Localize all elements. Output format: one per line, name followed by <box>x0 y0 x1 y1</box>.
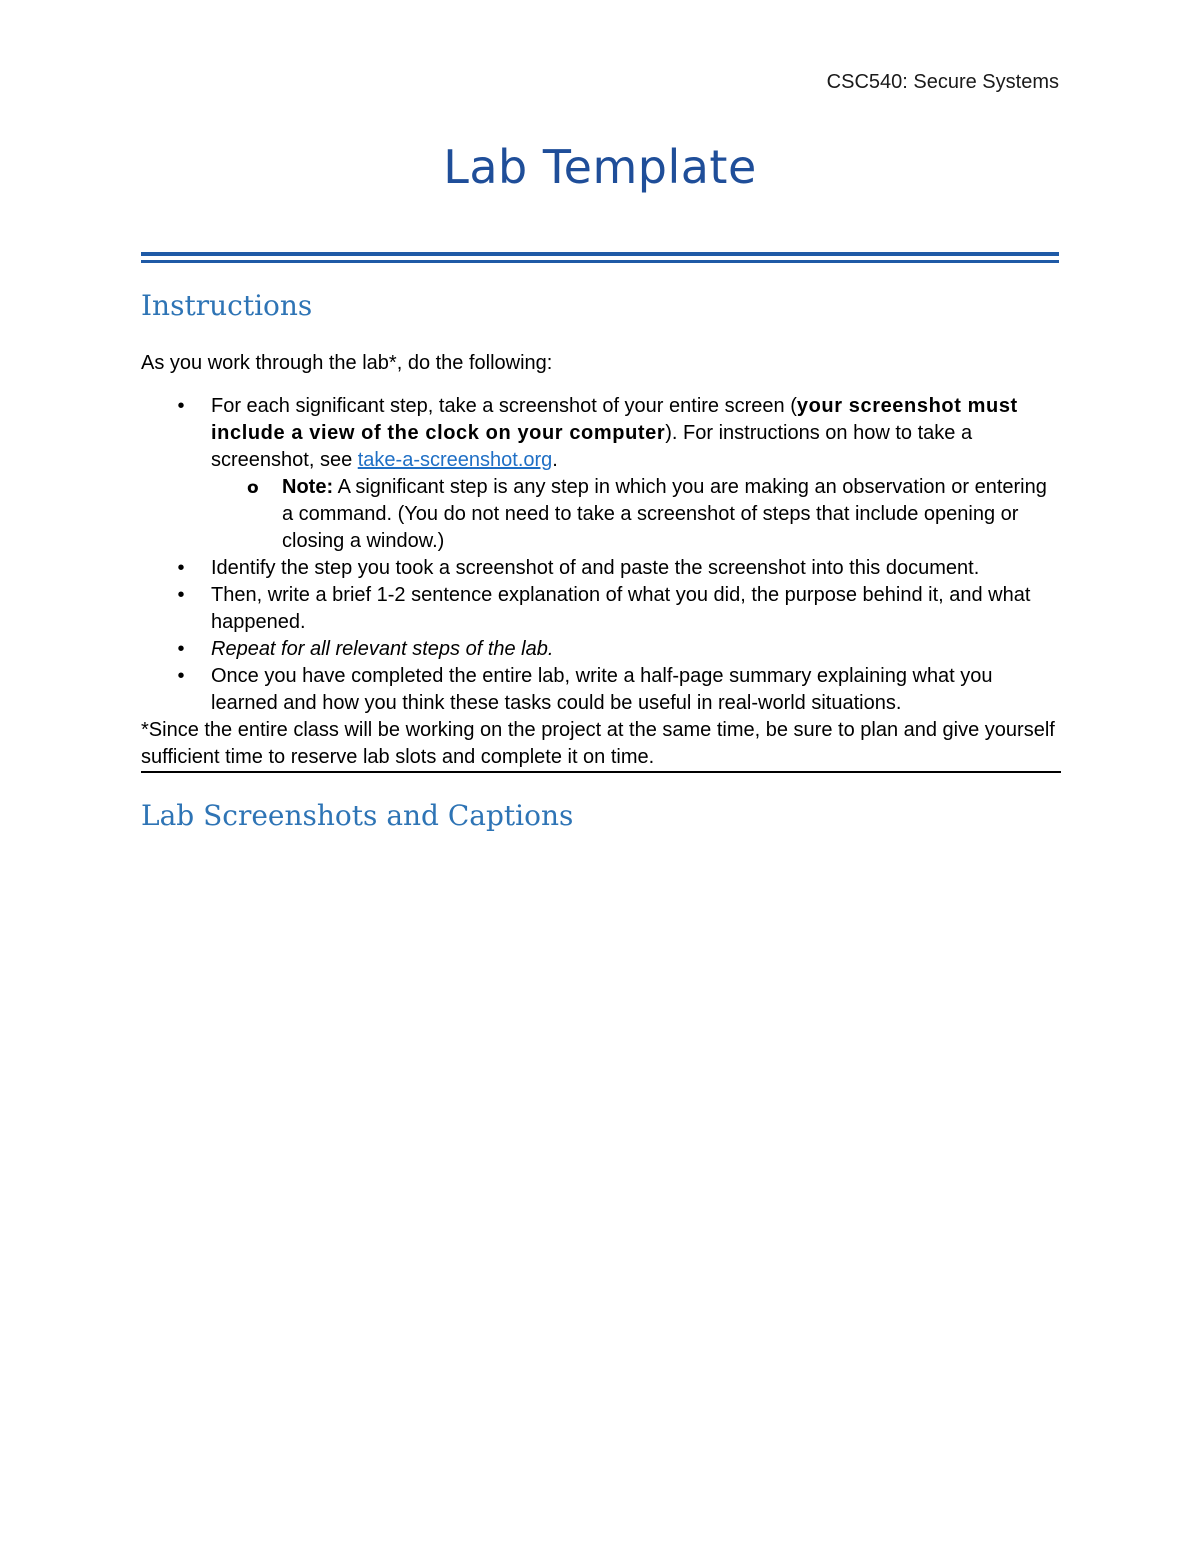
instructions-heading: Instructions <box>141 289 313 322</box>
bullet2-text: Identify the step you took a screenshot of and paste the screenshot into this document. <box>211 557 980 579</box>
screenshot-help-link[interactable]: take-a-screenshot.org <box>357 449 553 471</box>
bullet3-text: Then, write a brief 1-2 sentence explanation of what you did, the purpose behind it, and what happened. <box>211 584 1031 633</box>
bullet1-text-c: . <box>552 449 558 471</box>
sub-bullet-icon: o <box>247 478 259 498</box>
sub-list <box>211 474 1061 555</box>
bullet-icon: • <box>177 638 185 660</box>
instructions-intro: As you work through the lab*, do the following: <box>141 352 553 374</box>
footnote: *Since the entire class will be working on the project at the same time, be sure to plan and give yourself sufficient time to reserve lab slots and complete it on time. <box>141 719 1055 768</box>
bullet5-text: Once you have completed the entire lab, write a half-page summary explaining what you learned and how you think these tasks could be useful in real-world situations. <box>211 665 993 714</box>
bullet-icon: • <box>177 395 185 417</box>
bullet1-bold-text: your screenshot must include a view of the clock on your computer <box>211 395 1018 444</box>
note-text: A significant step is any step in which you are making an observation or entering a command. (You do not need to take a screenshot of steps that include opening or closing a window.) <box>282 476 1047 552</box>
title-divider <box>141 252 1059 264</box>
bullet1-text-b: ). For instructions on how to take a screenshot, see <box>211 422 973 471</box>
divider-line-thick <box>141 252 1059 256</box>
screenshots-heading: Lab Screenshots and Captions <box>141 799 574 832</box>
bullet-icon: • <box>177 665 185 687</box>
note-label: Note: <box>282 476 334 498</box>
page-header-course: CSC540: Secure Systems <box>826 71 1059 93</box>
bullet-icon: • <box>177 584 185 606</box>
page-title: Lab Template <box>443 140 757 194</box>
bullet1-text-a: For each significant step, take a screenshot of your entire screen ( <box>211 395 797 417</box>
list-item <box>141 663 1061 717</box>
instructions-body <box>141 350 1061 773</box>
divider-line-thin <box>141 260 1059 263</box>
bullet-icon: • <box>177 557 185 579</box>
list-item <box>141 582 1061 636</box>
instructions-list <box>141 393 1061 717</box>
bullet4-text: Repeat for all relevant steps of the lab. <box>211 638 554 660</box>
instructions-block <box>141 393 1061 773</box>
list-item <box>141 636 1061 663</box>
list-item <box>141 555 1061 582</box>
sub-list-item <box>211 474 1061 555</box>
list-item <box>141 393 1061 555</box>
